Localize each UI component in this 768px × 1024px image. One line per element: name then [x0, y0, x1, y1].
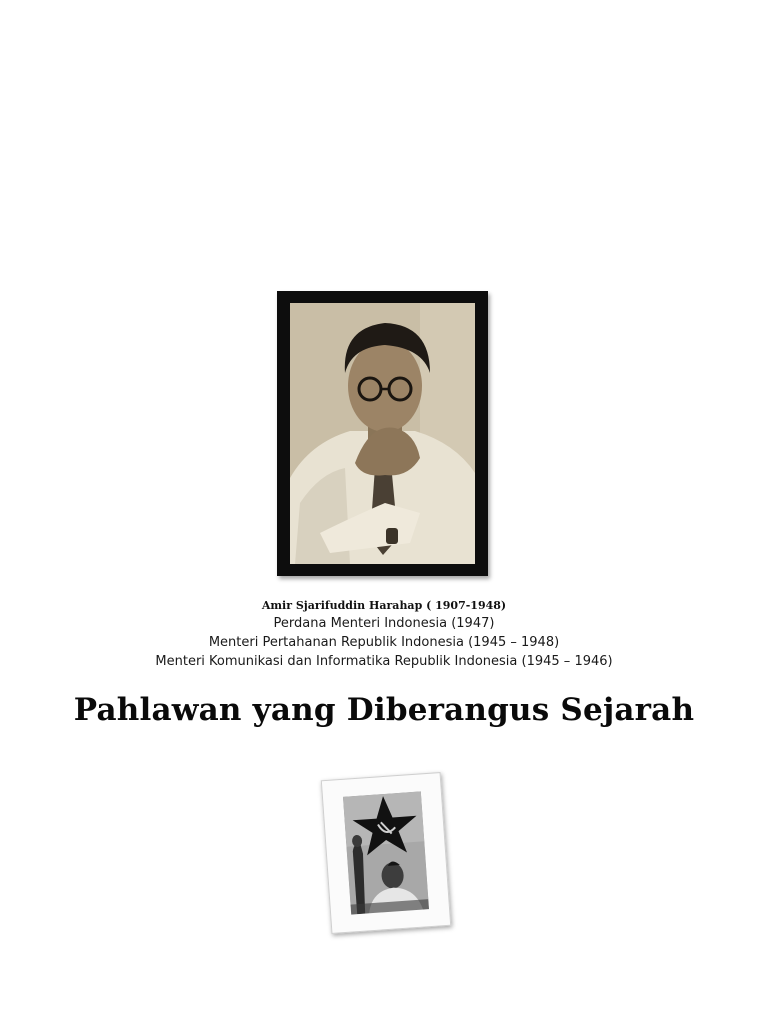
polaroid-frame — [321, 772, 451, 934]
portrait-photo — [290, 303, 475, 564]
page-title: Pahlawan yang Diberangus Sejarah — [73, 692, 695, 728]
caption-line-communication: Menteri Komunikasi dan Informatika Republik Indonesia (1945 – 1946) — [155, 654, 613, 669]
polaroid-photo — [343, 791, 429, 914]
caption-name: Amir Sjarifuddin Harahap ( 1907-1948) — [261, 599, 507, 612]
caption-line-pm: Perdana Menteri Indonesia (1947) — [273, 616, 495, 631]
portrait-frame — [277, 291, 488, 576]
caption-line-defense: Menteri Pertahanan Republik Indonesia (1945 – 1948) — [208, 635, 560, 650]
